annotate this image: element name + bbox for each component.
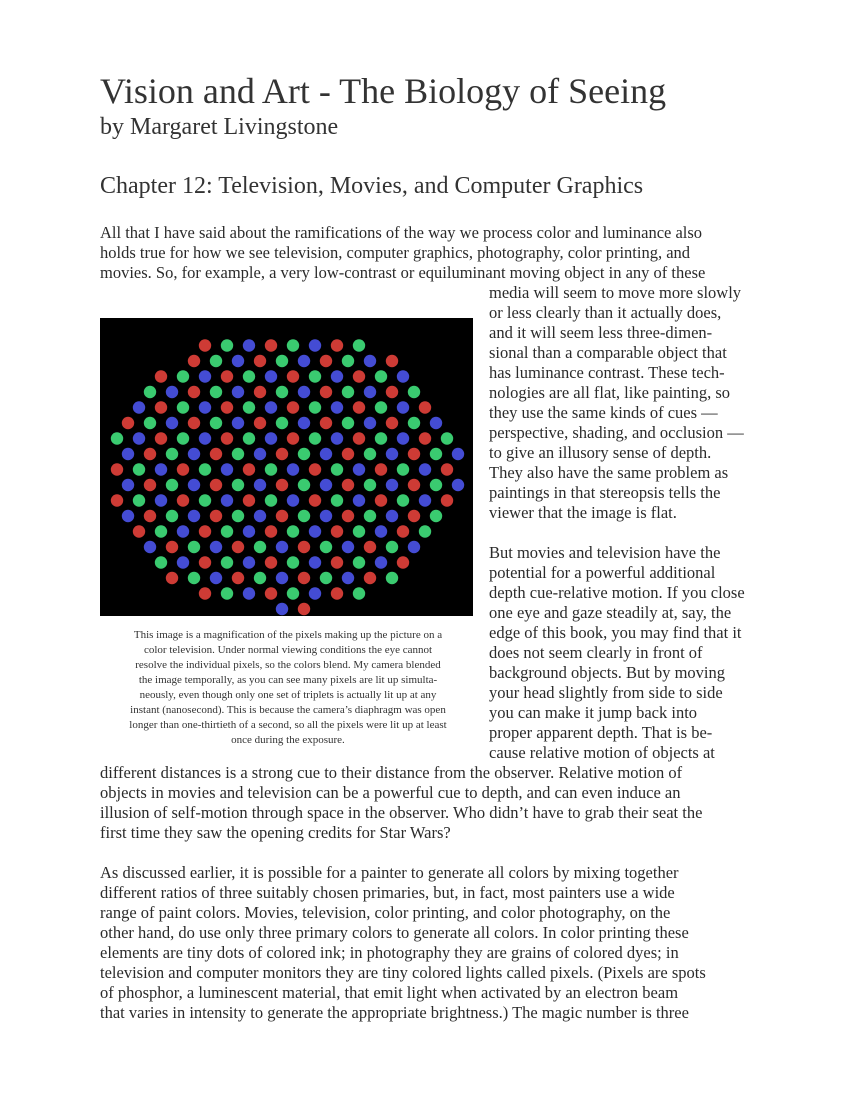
pixel-dot: [419, 463, 431, 475]
pixel-dot: [386, 417, 398, 429]
pixel-dot: [188, 479, 200, 491]
pixel-dot: [243, 432, 255, 444]
pixel-dot: [287, 463, 299, 475]
chapter-heading: Chapter 12: Television, Movies, and Computer Graphics: [100, 173, 644, 199]
pixel-dot: [408, 448, 420, 460]
pixel-dot: [199, 494, 211, 506]
pixel-dot: [408, 541, 420, 553]
pixel-dot: [243, 494, 255, 506]
paragraph-1-wrapped: media will seem to move more slowly or less clearly than it actually does, and it will seem less three-dimen- sional than a comparable object that has luminance contrast. These tech- nologies are all flat, like painting, so they use the same kinds of cues — perspective, shading, and occlusion — to give an illusory sense of depth. They also have the same problem as paintings in that stereopsis tells the viewer that the image is flat.: [489, 283, 744, 522]
pixel-dot: [331, 525, 343, 537]
pixel-dot: [452, 448, 464, 460]
pixel-dot: [188, 355, 200, 367]
pixel-dot: [243, 463, 255, 475]
pixel-dot: [221, 587, 233, 599]
pixel-dot: [166, 572, 178, 584]
pixel-dot: [155, 401, 167, 413]
pixel-dot: [320, 510, 332, 522]
pixel-dot: [386, 386, 398, 398]
pixel-dot: [232, 479, 244, 491]
pixel-dot: [441, 432, 453, 444]
pixel-dot: [133, 463, 145, 475]
pixel-dot: [364, 510, 376, 522]
pixel-dot: [386, 448, 398, 460]
pixel-dot: [210, 448, 222, 460]
pixel-dot: [342, 541, 354, 553]
pixel-dot: [254, 448, 266, 460]
pixel-dot: [419, 494, 431, 506]
pixel-dot: [265, 587, 277, 599]
pixel-dot: [375, 556, 387, 568]
pixel-dot: [287, 556, 299, 568]
pixel-dot: [397, 525, 409, 537]
pixel-dot: [364, 386, 376, 398]
pixel-dot: [265, 339, 277, 351]
pixel-dot: [364, 355, 376, 367]
pixel-dot: [221, 401, 233, 413]
pixel-dot: [353, 556, 365, 568]
pixel-dot: [166, 479, 178, 491]
pixel-dot: [309, 587, 321, 599]
pixel-dot: [122, 448, 134, 460]
pixel-dot: [331, 587, 343, 599]
pixel-dot: [353, 494, 365, 506]
pixel-dot: [397, 494, 409, 506]
pixel-dot: [232, 386, 244, 398]
pixel-dot: [144, 417, 156, 429]
pixel-dot: [199, 463, 211, 475]
pixel-dot: [210, 417, 222, 429]
pixel-dot: [166, 448, 178, 460]
pixel-dot: [188, 417, 200, 429]
paragraph-1-top: All that I have said about the ramifications of the way we process color and luminance also holds true for how we see television, computer graphics, photography, color printing, and movies. So, for example, a very low-contrast or equiluminant moving object in any of these: [100, 223, 706, 282]
pixel-dot: [287, 401, 299, 413]
pixel-dot: [320, 541, 332, 553]
pixel-dot: [320, 417, 332, 429]
pixel-dot: [221, 556, 233, 568]
pixel-dot: [276, 510, 288, 522]
pixel-dot: [155, 556, 167, 568]
pixel-dot: [254, 479, 266, 491]
document-title: Vision and Art - The Biology of Seeing: [100, 71, 667, 111]
pixel-dot: [353, 587, 365, 599]
pixel-dot: [265, 494, 277, 506]
tv-pixel-magnification-image: [100, 318, 473, 616]
pixel-dot: [430, 448, 442, 460]
pixel-dot: [254, 386, 266, 398]
pixel-dot: [408, 479, 420, 491]
pixel-dot: [232, 448, 244, 460]
pixel-dot: [243, 339, 255, 351]
pixel-dot: [408, 510, 420, 522]
pixel-dot: [221, 525, 233, 537]
pixel-dot: [331, 339, 343, 351]
pixel-dot: [199, 556, 211, 568]
pixel-dot: [254, 355, 266, 367]
pixel-dot: [331, 494, 343, 506]
pixel-dot: [188, 572, 200, 584]
pixel-dot: [265, 370, 277, 382]
pixel-dot: [155, 463, 167, 475]
pixel-dot: [188, 541, 200, 553]
pixel-dot: [199, 370, 211, 382]
pixel-dot: [155, 432, 167, 444]
pixel-dot: [133, 432, 145, 444]
pixel-dot: [232, 541, 244, 553]
pixel-dot: [210, 510, 222, 522]
pixel-dot: [210, 572, 222, 584]
pixel-dot: [353, 432, 365, 444]
pixel-dot: [133, 401, 145, 413]
pixel-dot: [298, 479, 310, 491]
pixel-dot: [122, 417, 134, 429]
pixel-dot: [342, 448, 354, 460]
pixel-dot: [166, 386, 178, 398]
pixel-dot: [320, 448, 332, 460]
pixel-dot: [276, 355, 288, 367]
pixel-dot: [276, 541, 288, 553]
pixel-dot: [364, 541, 376, 553]
pixel-dot: [221, 494, 233, 506]
pixel-dot: [177, 525, 189, 537]
pixel-dot: [375, 525, 387, 537]
pixel-dot: [254, 417, 266, 429]
pixel-dot: [133, 494, 145, 506]
pixel-dot: [188, 510, 200, 522]
pixel-dot: [144, 479, 156, 491]
pixel-dot: [276, 386, 288, 398]
pixel-dot: [430, 479, 442, 491]
pixel-dot: [342, 355, 354, 367]
pixel-dot: [309, 463, 321, 475]
pixel-dot: [122, 510, 134, 522]
pixel-dot: [441, 494, 453, 506]
pixel-dot: [430, 417, 442, 429]
pixel-dot: [243, 370, 255, 382]
pixel-dot: [397, 463, 409, 475]
pixel-grid-graphic: [100, 318, 473, 616]
pixel-dot: [331, 463, 343, 475]
pixel-dot: [254, 510, 266, 522]
pixel-dot: [210, 541, 222, 553]
pixel-dot: [342, 386, 354, 398]
figure-caption: This image is a magnification of the pixels making up the picture on a color television. Under normal viewing conditions the eye cannot resolve the individual pixels, so the colors blend. My camera blended the image temporally, as you can see many pixels are lit up simulta- neously, even though only one set of triplets is actually lit up at any instant (nanosecond). This is because the camera’s diaphragm was open longer than one-thirtieth of a second, so all the pixels were lit up at least once during the exposure.: [129, 629, 447, 746]
pixel-dot: [309, 525, 321, 537]
pixel-dot: [298, 510, 310, 522]
pixel-dot: [144, 510, 156, 522]
pixel-dot: [199, 587, 211, 599]
pixel-dot: [386, 355, 398, 367]
pixel-dot: [177, 370, 189, 382]
pixel-dot: [386, 479, 398, 491]
pixel-dot: [364, 572, 376, 584]
pixel-dot: [298, 386, 310, 398]
pixel-dot: [320, 386, 332, 398]
paragraph-3: As discussed earlier, it is possible for a painter to generate all colors by mixing together different ratios of three suitably chosen primaries, but, in fact, most painters use a wide range of paint colors. Movies, television, color printing, and color photography, on the other hand, do use only three primary colors to generate all colors. In color printing these elements are tiny dots of colored ink; in photography they are grains of colored dyes; in television and computer monitors they are tiny colored lights called pixels. (Pixels are spots of phosphor, a luminescent material, that emit light when activated by an electron beam that varies in intensity to generate the appropriate brightness.) The magic number is three: [100, 863, 706, 1022]
pixel-dot: [441, 463, 453, 475]
pixel-dot: [221, 432, 233, 444]
pixel-dot: [364, 479, 376, 491]
pixel-dot: [298, 417, 310, 429]
pixel-dot: [144, 386, 156, 398]
pixel-dot: [375, 432, 387, 444]
pixel-dot: [342, 510, 354, 522]
pixel-dot: [166, 510, 178, 522]
pixel-dot: [265, 463, 277, 475]
author-byline: by Margaret Livingstone: [100, 114, 339, 140]
pixel-dot: [276, 572, 288, 584]
pixel-dot: [210, 479, 222, 491]
pixel-dot: [122, 479, 134, 491]
pixel-dot: [331, 401, 343, 413]
pixel-dot: [353, 339, 365, 351]
pixel-dot: [254, 572, 266, 584]
pixel-dot: [309, 339, 321, 351]
paragraph-2-bottom: different distances is a strong cue to their distance from the observer. Relative motion of objects in movies and television can be a powerful cue to depth, and can even induce an illusion of self-motion through space in the observer. Who didn’t have to grab their seat the first time they saw the opening credits for Star Wars?: [100, 763, 703, 842]
pixel-dot: [320, 355, 332, 367]
pixel-dot: [265, 401, 277, 413]
pixel-dot: [419, 525, 431, 537]
pixel-dot: [232, 510, 244, 522]
pixel-dot: [265, 432, 277, 444]
pixel-dot: [221, 339, 233, 351]
pixel-dot: [408, 417, 420, 429]
pixel-dot: [177, 556, 189, 568]
pixel-dot: [276, 603, 288, 615]
pixel-dot: [309, 370, 321, 382]
pixel-dot: [287, 494, 299, 506]
pixel-dot: [232, 417, 244, 429]
pixel-dot: [199, 339, 211, 351]
pixel-dot: [342, 417, 354, 429]
pixel-dot: [265, 556, 277, 568]
pixel-dot: [320, 572, 332, 584]
pixel-dot: [155, 494, 167, 506]
pixel-dot: [419, 401, 431, 413]
paragraph-2-wrapped: But movies and television have the potential for a powerful additional depth cue-relative motion. If you close one eye and gaze steadily at, say, the edge of this book, you may find that it does not seem clearly in front of background objects. But by moving your head slightly from side to side you can make it jump back into proper apparent depth. That is be- cause relative motion of objects at: [489, 543, 745, 762]
pixel-dot: [177, 463, 189, 475]
pixel-dot: [375, 494, 387, 506]
pixel-dot: [287, 432, 299, 444]
pixel-dot: [353, 401, 365, 413]
pixel-dot: [232, 572, 244, 584]
pixel-dot: [331, 432, 343, 444]
pixel-dot: [177, 401, 189, 413]
pixel-dot: [177, 432, 189, 444]
pixel-dot: [298, 448, 310, 460]
pixel-dot: [309, 494, 321, 506]
pixel-dot: [199, 401, 211, 413]
pixel-dot: [221, 370, 233, 382]
pixel-dot: [309, 432, 321, 444]
pixel-dot: [397, 556, 409, 568]
pixel-dot: [111, 432, 123, 444]
pixel-dot: [188, 386, 200, 398]
pixel-dot: [430, 510, 442, 522]
pixel-dot: [298, 541, 310, 553]
pixel-dot: [276, 479, 288, 491]
pixel-dot: [232, 355, 244, 367]
pixel-dot: [287, 370, 299, 382]
pixel-dot: [221, 463, 233, 475]
pixel-dot: [386, 572, 398, 584]
pixel-dot: [243, 556, 255, 568]
pixel-dot: [364, 417, 376, 429]
pixel-dot: [353, 463, 365, 475]
pixel-dot: [452, 479, 464, 491]
pixel-dot: [408, 386, 420, 398]
pixel-dot: [320, 479, 332, 491]
pixel-dot: [133, 525, 145, 537]
pixel-dot: [188, 448, 200, 460]
pixel-dot: [331, 556, 343, 568]
pixel-dot: [375, 370, 387, 382]
pixel-dot: [397, 401, 409, 413]
pixel-dot: [386, 541, 398, 553]
pixel-dot: [287, 339, 299, 351]
pixel-dot: [155, 525, 167, 537]
pixel-dot: [309, 401, 321, 413]
pixel-dot: [375, 401, 387, 413]
pixel-dot: [397, 370, 409, 382]
pixel-dot: [386, 510, 398, 522]
pixel-dot: [177, 494, 189, 506]
pixel-dot: [210, 386, 222, 398]
pixel-dot: [276, 448, 288, 460]
pixel-dot: [287, 587, 299, 599]
pixel-dot: [298, 572, 310, 584]
pixel-dot: [342, 479, 354, 491]
pixel-dot: [243, 587, 255, 599]
pixel-dot: [144, 541, 156, 553]
pixel-dot: [144, 448, 156, 460]
pixel-dot: [199, 432, 211, 444]
pixel-dot: [210, 355, 222, 367]
pixel-dot: [397, 432, 409, 444]
pixel-dot: [309, 556, 321, 568]
pixel-dot: [331, 370, 343, 382]
pixel-dot: [265, 525, 277, 537]
pixel-dot: [353, 525, 365, 537]
pixel-dot: [166, 541, 178, 553]
pixel-dot: [254, 541, 266, 553]
pixel-dot: [199, 525, 211, 537]
pixel-dot: [298, 355, 310, 367]
pixel-dot: [166, 417, 178, 429]
pixel-dot: [287, 525, 299, 537]
pixel-dot: [111, 494, 123, 506]
pixel-dot: [276, 417, 288, 429]
pixel-dot: [419, 432, 431, 444]
pixel-dot: [243, 401, 255, 413]
pixel-dot: [243, 525, 255, 537]
pixel-dot: [155, 370, 167, 382]
pixel-dot: [375, 463, 387, 475]
pixel-dot: [342, 572, 354, 584]
pixel-dot: [111, 463, 123, 475]
pixel-dot: [298, 603, 310, 615]
pixel-dot: [353, 370, 365, 382]
pixel-dot: [364, 448, 376, 460]
